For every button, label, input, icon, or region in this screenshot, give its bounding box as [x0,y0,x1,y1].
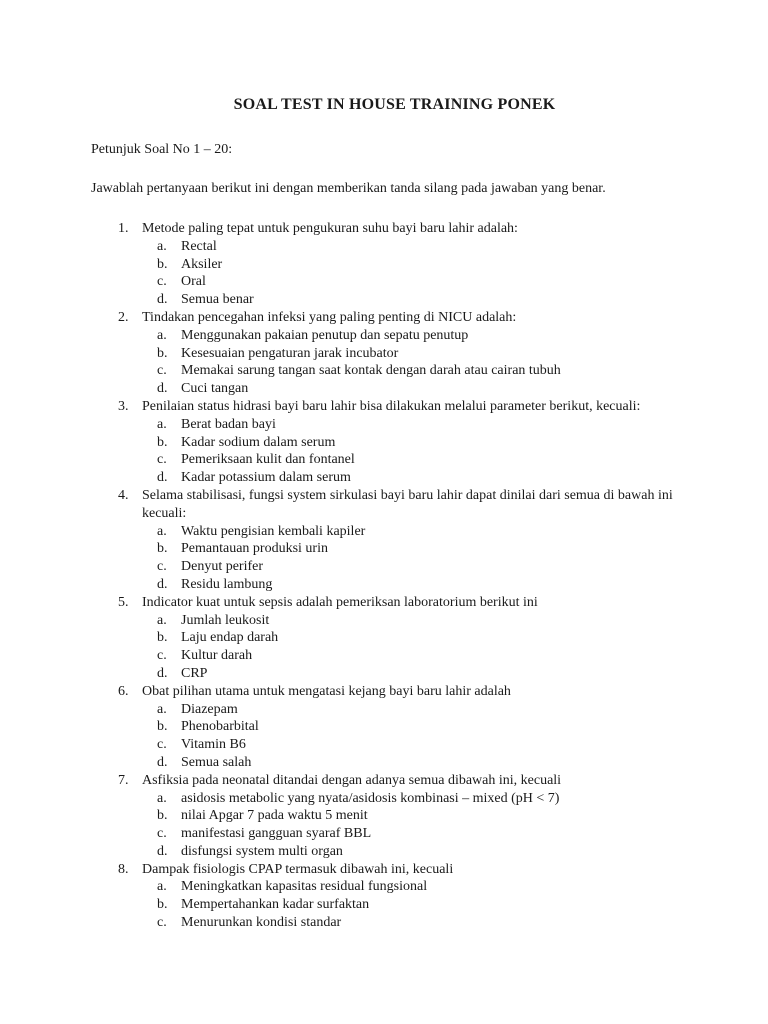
question-number: 4. [118,487,129,503]
option-letter: d. [157,754,168,770]
question-number: 1. [118,221,129,236]
option-letter: a. [157,523,167,539]
option-letter: d. [157,470,168,486]
answer-option [142,665,698,683]
question-item [91,861,698,932]
option-list [142,878,698,931]
option-text: Diazepam [181,701,238,717]
option-letter: a. [157,238,167,254]
answer-option [142,469,698,487]
option-text: Aksiler [181,256,223,272]
option-text: disfungsi system multi organ [181,843,343,859]
question-number: 5. [118,594,129,610]
question-text: Indicator kuat untuk sepsis adalah pemeriksan laboratorium berikut ini [142,594,538,610]
option-text: Laju endap darah [181,630,279,646]
option-letter: a. [157,790,167,806]
answer-option [142,647,698,665]
option-text: Berat badan bayi [181,416,276,432]
option-text: Mempertahankan kadar surfaktan [181,897,370,913]
option-letter: c. [157,452,167,468]
question-item [91,683,698,772]
answer-option [142,612,698,630]
option-letter: c. [157,648,167,664]
answer-option [142,558,698,576]
answer-option [142,523,698,541]
answer-option [142,327,698,345]
option-letter: b. [157,434,168,450]
option-text: Pemeriksaan kulit dan fontanel [181,452,355,468]
answer-option [142,238,698,256]
answer-option [142,576,698,594]
answer-option [142,434,698,452]
option-text: Semua benar [181,292,254,308]
option-letter: d. [157,665,168,681]
option-list [142,701,698,772]
option-text: Vitamin B6 [181,737,246,753]
option-letter: b. [157,630,168,646]
option-letter: a. [157,327,167,343]
question-number: 7. [118,772,129,788]
option-letter: c. [157,826,167,842]
option-letter: a. [157,612,167,628]
option-letter: c. [157,559,167,575]
answer-option [142,451,698,469]
option-letter: a. [157,416,167,432]
question-text: Asfiksia pada neonatal ditandai dengan adanya semua dibawah ini, kecuali [142,772,562,788]
answer-option [142,362,698,380]
answer-option [142,256,698,274]
option-letter: d. [157,576,168,592]
option-letter: b. [157,256,168,272]
answer-option [142,878,698,896]
option-text: Kesesuaian pengaturan jarak incubator [181,345,399,361]
option-text: Pemantauan produksi urin [181,541,328,557]
question-text: Metode paling tepat untuk pengukuran suhu bayi baru lahir adalah: [142,221,518,236]
option-text: manifestasi gangguan syaraf BBL [181,826,372,842]
option-text: Residu lambung [181,576,273,592]
question-number: 6. [118,683,129,699]
answer-option [142,736,698,754]
option-text: Meningkatkan kapasitas residual fungsional [181,879,428,895]
question-number: 2. [118,309,129,325]
option-text: Menurunkan kondisi standar [181,915,342,931]
option-letter: d. [157,843,168,859]
option-text: Kadar sodium dalam serum [181,434,336,450]
option-text: Jumlah leukosit [181,612,270,628]
answer-option [142,718,698,736]
option-text: Oral [181,274,206,290]
answer-option [142,345,698,363]
answer-option [142,896,698,914]
option-list [142,238,698,309]
question-text: Penilaian status hidrasi bayi baru lahir bisa dilakukan melalui parameter berikut, kecuali: [142,398,641,414]
instructions-text: Jawablah pertanyaan berikut ini dengan memberikan tanda silang pada jawaban yang benar. [91,181,606,196]
answer-option [142,629,698,647]
option-letter: d. [157,292,168,308]
option-letter: b. [157,808,168,824]
answer-option [142,807,698,825]
question-item [91,487,698,594]
question-text: Dampak fisiologis CPAP termasuk dibawah ini, kecuali [142,861,454,877]
option-letter: c. [157,737,167,753]
option-text: Kadar potassium dalam serum [181,470,351,486]
option-text: nilai Apgar 7 pada waktu 5 menit [181,808,368,824]
option-list [142,416,698,487]
option-letter: c. [157,915,167,931]
option-text: Denyut perifer [181,559,264,575]
option-letter: b. [157,897,168,913]
option-text: Rectal [181,238,217,254]
option-list [142,612,698,683]
option-text: Cuci tangan [181,381,249,397]
answer-option [142,380,698,398]
answer-option [142,291,698,309]
question-text: Tindakan pencegahan infeksi yang paling penting di NICU adalah: [142,309,517,325]
question-item [91,772,698,861]
answer-option [142,273,698,291]
answer-option [142,914,698,932]
question-item [91,594,698,683]
option-text: Menggunakan pakaian penutup dan sepatu penutup [181,327,469,343]
option-list [142,790,698,861]
question-item [91,398,698,487]
question-number: 8. [118,861,129,877]
answer-option [142,540,698,558]
instructions-heading: Petunjuk Soal No 1 – 20: [91,142,233,157]
answer-option [142,701,698,719]
question-list [91,220,698,932]
option-letter: d. [157,381,168,397]
option-list [142,523,698,594]
option-text: Waktu pengisian kembali kapiler [181,523,366,539]
question-item [91,220,698,309]
question-item [91,309,698,398]
question-text: Obat pilihan utama untuk mengatasi kejang bayi baru lahir adalah [142,683,511,699]
option-text: Semua salah [181,754,252,770]
option-letter: c. [157,274,167,290]
option-letter: b. [157,719,168,735]
option-letter: a. [157,879,167,895]
option-text: asidosis metabolic yang nyata/asidosis kombinasi – mixed (pH < 7) [181,790,560,806]
answer-option [142,416,698,434]
answer-option [142,843,698,861]
document-title: SOAL TEST IN HOUSE TRAINING PONEK [233,96,556,113]
option-text: CRP [181,665,208,681]
question-number: 3. [118,398,129,414]
option-letter: b. [157,345,168,361]
answer-option [142,825,698,843]
answer-option [142,754,698,772]
answer-option [142,790,698,808]
option-text: Memakai sarung tangan saat kontak dengan darah atau cairan tubuh [181,363,561,379]
option-letter: c. [157,363,167,379]
option-letter: a. [157,701,167,717]
option-list [142,327,698,398]
option-text: Kultur darah [181,648,253,664]
option-letter: b. [157,541,168,557]
question-text: Selama stabilisasi, fungsi system sirkulasi bayi baru lahir dapat dinilai dari semua di bawah ini kecuali: [142,487,673,521]
option-text: Phenobarbital [181,719,259,735]
